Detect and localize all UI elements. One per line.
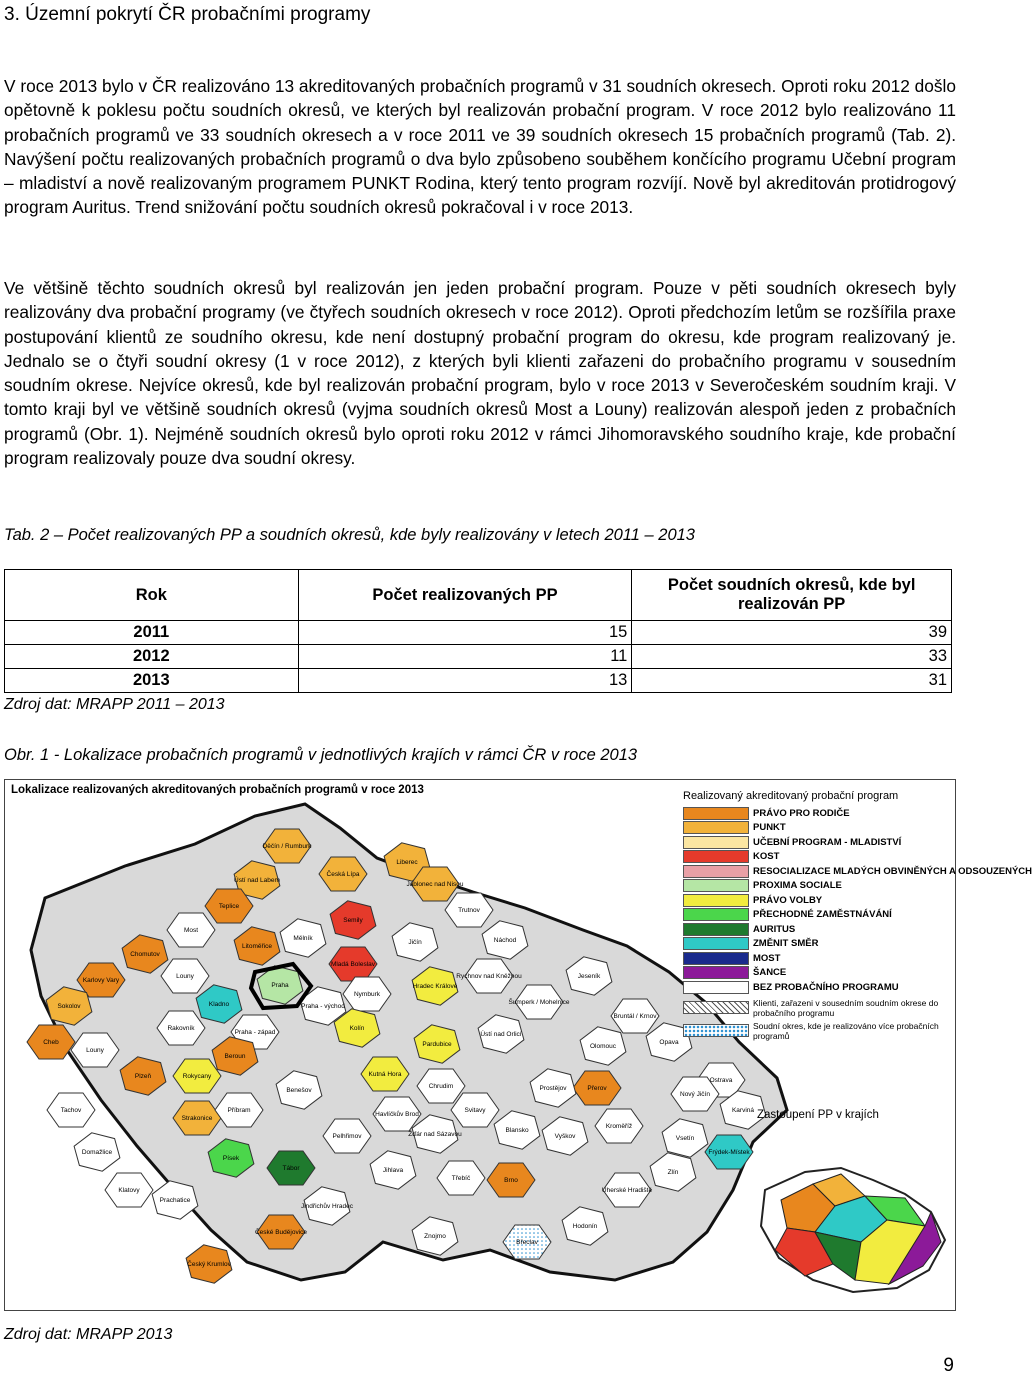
legend-extra-label: Soudní okres, kde je realizováno více probačních programů <box>753 1020 939 1041</box>
legend-label: ZMĚNIT SMĚR <box>753 938 819 950</box>
table-row <box>5 645 952 669</box>
district-label: Frýdek-Místek <box>708 1149 750 1156</box>
legend-item <box>683 922 953 937</box>
map-district <box>74 1133 120 1171</box>
district-label: Svitavy <box>464 1107 486 1114</box>
district-label: Semily <box>343 917 363 924</box>
district-label: Vyškov <box>554 1133 576 1140</box>
legend-extra-label: Klienti, zařazeni v sousedním soudním okrese do probačního programu <box>753 997 939 1018</box>
cell-programs: 13 <box>298 669 632 693</box>
district-label: Olomouc <box>589 1043 617 1050</box>
district-label: Jičín <box>408 939 422 946</box>
legend-label: MOST <box>753 952 781 964</box>
district-label: Strakonice <box>181 1115 213 1122</box>
district-label: Ústí nad Orlicí <box>480 1031 522 1038</box>
table-source: Zdroj dat: MRAPP 2011 – 2013 <box>4 696 225 713</box>
mini-map <box>761 1168 945 1292</box>
district-label: Náchod <box>493 937 517 944</box>
district-label: Havlíčkův Brod <box>375 1111 419 1118</box>
legend-item <box>683 879 953 894</box>
cell-districts: 39 <box>632 621 952 645</box>
legend-swatch <box>683 850 749 863</box>
legend-item <box>683 937 953 952</box>
table-header-row <box>5 570 952 621</box>
district-label: Kladno <box>208 1001 230 1008</box>
district-label: Břeclav <box>516 1239 538 1246</box>
district-label: Jihlava <box>382 1167 404 1174</box>
district-label: Hradec Králové <box>412 983 458 990</box>
district-label: Tachov <box>60 1107 82 1114</box>
district-label: Litoměřice <box>242 943 272 950</box>
header-year: Rok <box>5 570 299 621</box>
district-label: Žďár nad Sázavou <box>408 1131 462 1138</box>
district-label: Karviná <box>731 1107 755 1114</box>
cell-programs: 15 <box>298 621 632 645</box>
district-label: Karlovy Vary <box>82 977 120 984</box>
legend-swatch <box>683 879 749 892</box>
page-number: 9 <box>943 1355 954 1376</box>
district-label: Teplice <box>218 903 240 910</box>
district-label: Jindřichův Hradec <box>300 1203 354 1210</box>
district-label: Blansko <box>505 1127 529 1134</box>
district-label: Hodonín <box>572 1223 598 1230</box>
district-label: Zlín <box>667 1169 679 1176</box>
district-label: Nymburk <box>353 991 381 998</box>
district-label: Šumperk / Mohelnice <box>508 999 570 1006</box>
district-label: Pelhřimov <box>332 1133 362 1140</box>
district-label: Trutnov <box>458 907 480 914</box>
district-label: Louny <box>86 1047 104 1054</box>
district-label: Beroun <box>224 1053 246 1060</box>
district-label: České Budějovice <box>254 1229 308 1236</box>
legend-swatch <box>683 908 749 921</box>
mini-map-title: Zastoupení PP v krajích <box>757 1109 879 1121</box>
district-label: Praha <box>271 982 289 989</box>
district-label: Uherské Hradiště <box>601 1187 653 1194</box>
legend-item <box>683 835 953 850</box>
district-label: Liberec <box>396 859 418 866</box>
district-label: Sokolov <box>57 1003 81 1010</box>
dots-swatch <box>683 1024 749 1037</box>
legend-swatch <box>683 952 749 965</box>
map-legend <box>683 790 1032 1041</box>
legend-label: ŠANCE <box>753 967 787 979</box>
district-label: Praha - západ <box>234 1029 276 1036</box>
district-label: Chrudim <box>428 1083 454 1090</box>
district-label: Domažlice <box>81 1149 113 1156</box>
district-label: Most <box>183 927 199 934</box>
district-label: Brno <box>504 1177 518 1184</box>
cell-districts: 33 <box>632 645 952 669</box>
summary-table <box>4 569 952 693</box>
district-label: Louny <box>176 973 194 980</box>
legend-label: PRÁVO PRO RODIČE <box>753 807 850 819</box>
legend-label: PŘECHODNÉ ZAMĚSTNÁVÁNÍ <box>753 909 892 921</box>
district-label: Tábor <box>282 1165 300 1172</box>
district-label: Ostrava <box>709 1077 733 1084</box>
district-label: Mělník <box>293 935 313 942</box>
district-label: Praha - východ <box>301 1003 345 1010</box>
cell-year: 2012 <box>5 645 299 669</box>
legend-swatch <box>683 966 749 979</box>
legend-item <box>683 821 953 836</box>
district-label: Písek <box>222 1155 240 1162</box>
district-label: Kroměříž <box>605 1123 633 1130</box>
legend-label: PUNKT <box>753 822 786 834</box>
district-label: Kutná Hora <box>368 1071 402 1078</box>
cell-districts: 31 <box>632 669 952 693</box>
district-label: Plzeň <box>134 1073 152 1080</box>
legend-swatch <box>683 894 749 907</box>
legend-item <box>683 980 953 995</box>
district-label: Rakovník <box>167 1025 195 1032</box>
district-label: Rokycany <box>182 1073 212 1080</box>
district-label: Znojmo <box>424 1233 446 1240</box>
legend-label: UČEBNÍ PROGRAM - MLADISTVÍ <box>753 836 902 848</box>
district-label: Rychnov nad Kněžnou <box>456 973 522 980</box>
figure-caption: Obr. 1 - Lokalizace probačních programů v jednotlivých krajích v rámci ČR v roce 2013 <box>4 746 638 764</box>
district-label: Prachatice <box>159 1197 191 1204</box>
legend-label: BEZ PROBAČNÍHO PROGRAMU <box>753 981 899 993</box>
district-label: Příbram <box>227 1107 251 1114</box>
map-district <box>47 1093 95 1127</box>
legend-swatch <box>683 836 749 849</box>
district-label: Chomutov <box>130 951 160 958</box>
header-districts: Počet soudních okresů, kde byl realizován PP <box>632 570 952 621</box>
legend-swatch <box>683 937 749 950</box>
legend-item <box>683 893 953 908</box>
legend-item <box>683 850 953 865</box>
map-district <box>152 1181 198 1219</box>
legend-item <box>683 806 953 821</box>
district-label: Český Krumlov <box>187 1261 231 1268</box>
district-label: Prostějov <box>539 1085 567 1092</box>
district-label: Děčín / Rumburk <box>262 843 312 850</box>
legend-item <box>683 908 953 923</box>
district-label: Ústí nad Labem <box>234 877 280 884</box>
district-label: Klatovy <box>118 1187 140 1194</box>
map-source: Zdroj dat: MRAPP 2013 <box>4 1326 173 1343</box>
district-label: Třebíč <box>451 1175 471 1182</box>
map-title: Lokalizace realizovaných akreditovaných probačních programů v roce 2013 <box>11 784 424 796</box>
district-label: Vsetín <box>675 1135 695 1142</box>
district-label: Mladá Boleslav <box>330 961 376 968</box>
district-label: Benešov <box>286 1087 312 1094</box>
district-label: Kolín <box>349 1025 365 1032</box>
district-label: Bruntál / Krnov <box>613 1013 657 1020</box>
district-label: Česká Lípa <box>326 871 360 878</box>
legend-item <box>683 966 953 981</box>
cell-year: 2013 <box>5 669 299 693</box>
district-map <box>4 779 1032 1311</box>
legend-swatch <box>683 807 749 820</box>
legend-swatch <box>683 923 749 936</box>
header-programs: Počet realizovaných PP <box>298 570 632 621</box>
hatch-swatch <box>683 1001 749 1014</box>
map-district <box>186 1245 232 1283</box>
table-row <box>5 669 952 693</box>
paragraph-1: V roce 2013 bylo v ČR realizováno 13 akreditovaných probačních programů v 31 soudních okresech. Oproti roku 2012 došlo opětovně k poklesu počtu soudních okresů, ve kterých byl realizován probační program. V roce 2012 bylo realizováno 11 probačních programů ve 33 soudních okresech a v roce 2011 ve 39 soudních okresech 15 probačních programů (Tab. 2). Navýšení počtu realizovaných probačních programů o dva bylo způsobeno souběhem končícího programu Učební program – mladiství a nově realizovaným programem PUNKT Rodina, který tento program rozvíjí. Nově byl akreditován protidrogový program Auritus. Trend snižování počtu soudních okresů pokračoval i v roce 2013. <box>4 76 956 218</box>
legend-label: KOST <box>753 851 780 863</box>
table-caption: Tab. 2 – Počet realizovaných PP a soudních okresů, kde byly realizovány v letech 2011 – 2013 <box>4 526 695 544</box>
legend-swatch <box>683 821 749 834</box>
legend-title: Realizovaný akreditovaný probační program <box>683 790 899 802</box>
district-label: Cheb <box>43 1039 59 1046</box>
legend-label: AURITUS <box>753 923 796 935</box>
district-label: Pardubice <box>422 1041 452 1048</box>
district-label: Přerov <box>587 1085 607 1092</box>
legend-item <box>683 951 953 966</box>
legend-label: PROXIMA SOCIALE <box>753 880 842 892</box>
paragraph-2: Ve většině těchto soudních okresů byl realizován jen jeden probační program. Pouze v pěti soudních okresech byly realizovány dva probační programy (ve čtyřech soudních okresech v roce 2012). Oproti předchozím letům se rozšířila praxe postupování klientů ze soudního okresu, kde není dostupný probační program do okresu, kde program realizovaný je. Jednalo se o čtyři soudní okresy (1 v roce 2012), z kterých byli klienti zařazeni do probačního programu v sousedním soudním okrese. Nejvíce okresů, kde byl realizován probační program, bylo v roce 2013 v Severočeském soudním kraji. V tomto kraji byl ve většině soudních okresů (vyjma soudních okresů Most a Louny) realizován alespoň jeden z probačních programů (Obr. 1). Nejméně soudních okresů bylo oproti roku 2012 v rámci Jihomoravského soudního kraje, kde probační program realizovaly pouze dva soudní okresy. <box>4 278 956 469</box>
district-label: Opava <box>659 1039 679 1046</box>
cell-year: 2011 <box>5 621 299 645</box>
district-label: Jeseník <box>577 973 601 980</box>
legend-swatch <box>683 865 749 878</box>
legend-extra-transfer <box>683 998 953 1018</box>
table-row <box>5 621 952 645</box>
section-heading: 3. Územní pokrytí ČR probačními programy <box>4 4 371 25</box>
legend-swatch <box>683 981 749 994</box>
district-label: Nový Jičín <box>680 1091 710 1098</box>
cell-programs: 11 <box>298 645 632 669</box>
legend-item <box>683 864 1032 879</box>
map-district <box>105 1173 153 1207</box>
district-label: Jablonec nad Nisou <box>406 881 464 888</box>
legend-label: PRÁVO VOLBY <box>753 894 823 906</box>
legend-extra-multiple <box>683 1021 953 1041</box>
legend-label: RESOCIALIZACE MLADÝCH OBVINĚNÝCH A ODSOUZENÝCH <box>753 865 1032 877</box>
